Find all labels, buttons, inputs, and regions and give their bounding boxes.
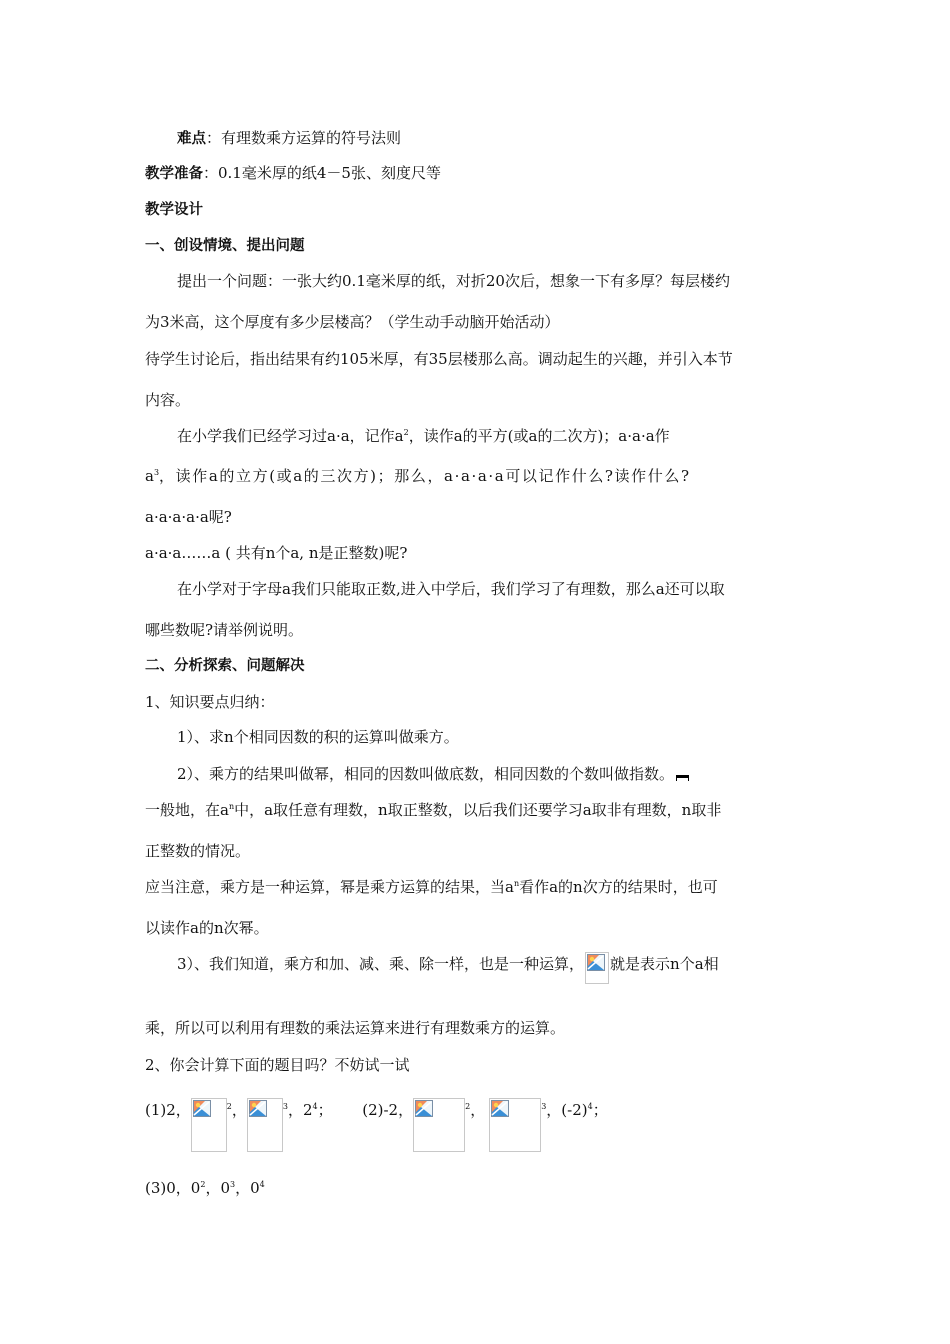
section1-p2-line1: 待学生讨论后，指出结果有约105米厚，有35层楼那么高。调动起生的兴趣，并引入本节 — [145, 350, 733, 368]
section2-sub2: 2）、乘方的结果叫做幂，相同的因数叫做底数，相同因数的个数叫做指数。 — [177, 765, 675, 783]
section2-sub2-line — [177, 764, 689, 784]
ex2-sup-3: 3 — [541, 1102, 547, 1111]
broken-image-icon — [491, 1100, 509, 1117]
section1-p3-line1 — [177, 426, 670, 446]
ex3-text-a: (3)0，0 — [145, 1179, 201, 1197]
exercise-row-1 — [145, 1100, 608, 1154]
ex1-tail-sup: 4 — [312, 1102, 318, 1111]
broken-image-icon — [415, 1100, 433, 1117]
section2-sub3-line2: 乘，所以可以利用有理数的乘法运算来进行有理数乘方的运算。 — [145, 1019, 566, 1037]
section2-item1: 1、知识要点归纳： — [145, 693, 275, 711]
ex1-pre: (1)2， — [145, 1101, 191, 1119]
difficulty-line — [177, 128, 401, 149]
section2-heading: 二、分析探索、问题解决 — [145, 658, 305, 674]
ex3-sup-c: 4 — [259, 1180, 265, 1189]
prep-label: 教学准备 — [145, 166, 203, 182]
section1-p6-line1: 在小学对于字母a我们只能取正数,进入中学后，我们学习了有理数，那么a还可以取 — [177, 580, 725, 598]
section1-p6-line2: 哪些数呢?请举例说明。 — [145, 621, 304, 639]
general-sup: n — [228, 802, 235, 811]
exercise-row-3 — [145, 1178, 265, 1198]
broken-image-icon — [249, 1100, 267, 1117]
difficulty-label: 难点 — [177, 131, 206, 147]
section2-general-line2: 正整数的情况。 — [145, 842, 251, 860]
ex2-sep: ， — [470, 1101, 486, 1119]
section1-p1-line2: 为3米高，这个厚度有多少层楼高？（学生动手动脑开始活动） — [145, 313, 560, 331]
section2-note-line1 — [145, 877, 718, 897]
note-text-b: 看作a的n次方的结果时，也可 — [519, 878, 718, 896]
p3-text-a: 在小学我们已经学习过a·a，记作a — [177, 427, 404, 445]
ex1-sep: ， — [231, 1101, 247, 1119]
sub3-text-b: 就是表示n个a相 — [610, 955, 719, 973]
design-heading: 教学设计 — [145, 202, 203, 218]
ex3-text-c: ，0 — [235, 1179, 260, 1197]
section1-p3-line2 — [145, 466, 691, 486]
section1-heading: 一、创设情境、提出问题 — [145, 238, 305, 254]
ex2-end: ； — [592, 1101, 608, 1119]
exercise-image-1 — [191, 1098, 227, 1152]
broken-image-icon — [193, 1100, 211, 1117]
exercise-image-3 — [413, 1098, 465, 1152]
p3-text-d: ，读作a的立方(或a的三次方)；那么，a·a·a·a可以记作什么?读作什么? — [159, 467, 691, 485]
general-text-b: 中，a取任意有理数，n取正整数，以后我们还要学习a取非有理数，n取非 — [234, 801, 722, 819]
note-text-a: 应当注意，乘方是一种运算，幂是乘方运算的结果，当a — [145, 878, 514, 896]
note-sup: n — [513, 879, 520, 888]
exercise-image-4 — [489, 1098, 541, 1152]
ex3-text-b: ，0 — [205, 1179, 230, 1197]
prep-line — [145, 163, 441, 184]
p3-sup-c: 3 — [153, 468, 160, 477]
difficulty-text: ：有理数乘方运算的符号法则 — [206, 129, 402, 147]
section1-p4: a·a·a·a·a呢? — [145, 508, 232, 526]
p3-text-b: ，读作a的平方(或a的二次方)；a·a·a作 — [408, 427, 670, 445]
p3-sup-a: 2 — [403, 428, 409, 437]
p3-text-c: a — [145, 467, 154, 485]
ex3-sup-b: 3 — [229, 1180, 236, 1189]
mark-icon — [676, 775, 689, 781]
exercise-image-2 — [247, 1098, 283, 1152]
prep-text: ：0.1毫米厚的纸4－5张、刻度尺等 — [203, 164, 441, 182]
ex2-tail: ，(-2) — [546, 1101, 588, 1119]
broken-image-icon — [587, 954, 605, 971]
section1-p5: a·a·a……a ( 共有n个a, n是正整数)呢? — [145, 544, 408, 562]
sub3-text-a: 3）、我们知道，乘方和加、减、乘、除一样，也是一种运算， — [177, 955, 585, 973]
section2-general-line1 — [145, 800, 721, 820]
ex1-sup-2: 2 — [226, 1102, 232, 1111]
ex1-end: ； — [317, 1101, 333, 1119]
section1-p2-line2: 内容。 — [145, 391, 191, 409]
ex1-sup-3: 3 — [282, 1102, 288, 1111]
ex2-sup-2: 2 — [465, 1102, 471, 1111]
section2-sub1: 1）、求n个相同因数的积的运算叫做乘方。 — [177, 728, 459, 746]
ex2-pre: (2)-2， — [362, 1101, 414, 1119]
section1-p1-line1: 提出一个问题：一张大约0.1毫米厚的纸，对折20次后，想象一下有多厚？每层楼约 — [177, 272, 730, 290]
ex1-tail: ，2 — [288, 1101, 313, 1119]
ex2-tail-sup: 4 — [587, 1102, 593, 1111]
section2-item2: 2、你会计算下面的题目吗？不妨试一试 — [145, 1056, 410, 1074]
section2-sub3-line1 — [177, 954, 719, 986]
section2-note-line2: 以读作a的n次幂。 — [145, 919, 269, 937]
general-text-a: 一般地，在a — [145, 801, 229, 819]
formula-image — [585, 952, 609, 984]
ex3-sup-a: 2 — [200, 1180, 206, 1189]
